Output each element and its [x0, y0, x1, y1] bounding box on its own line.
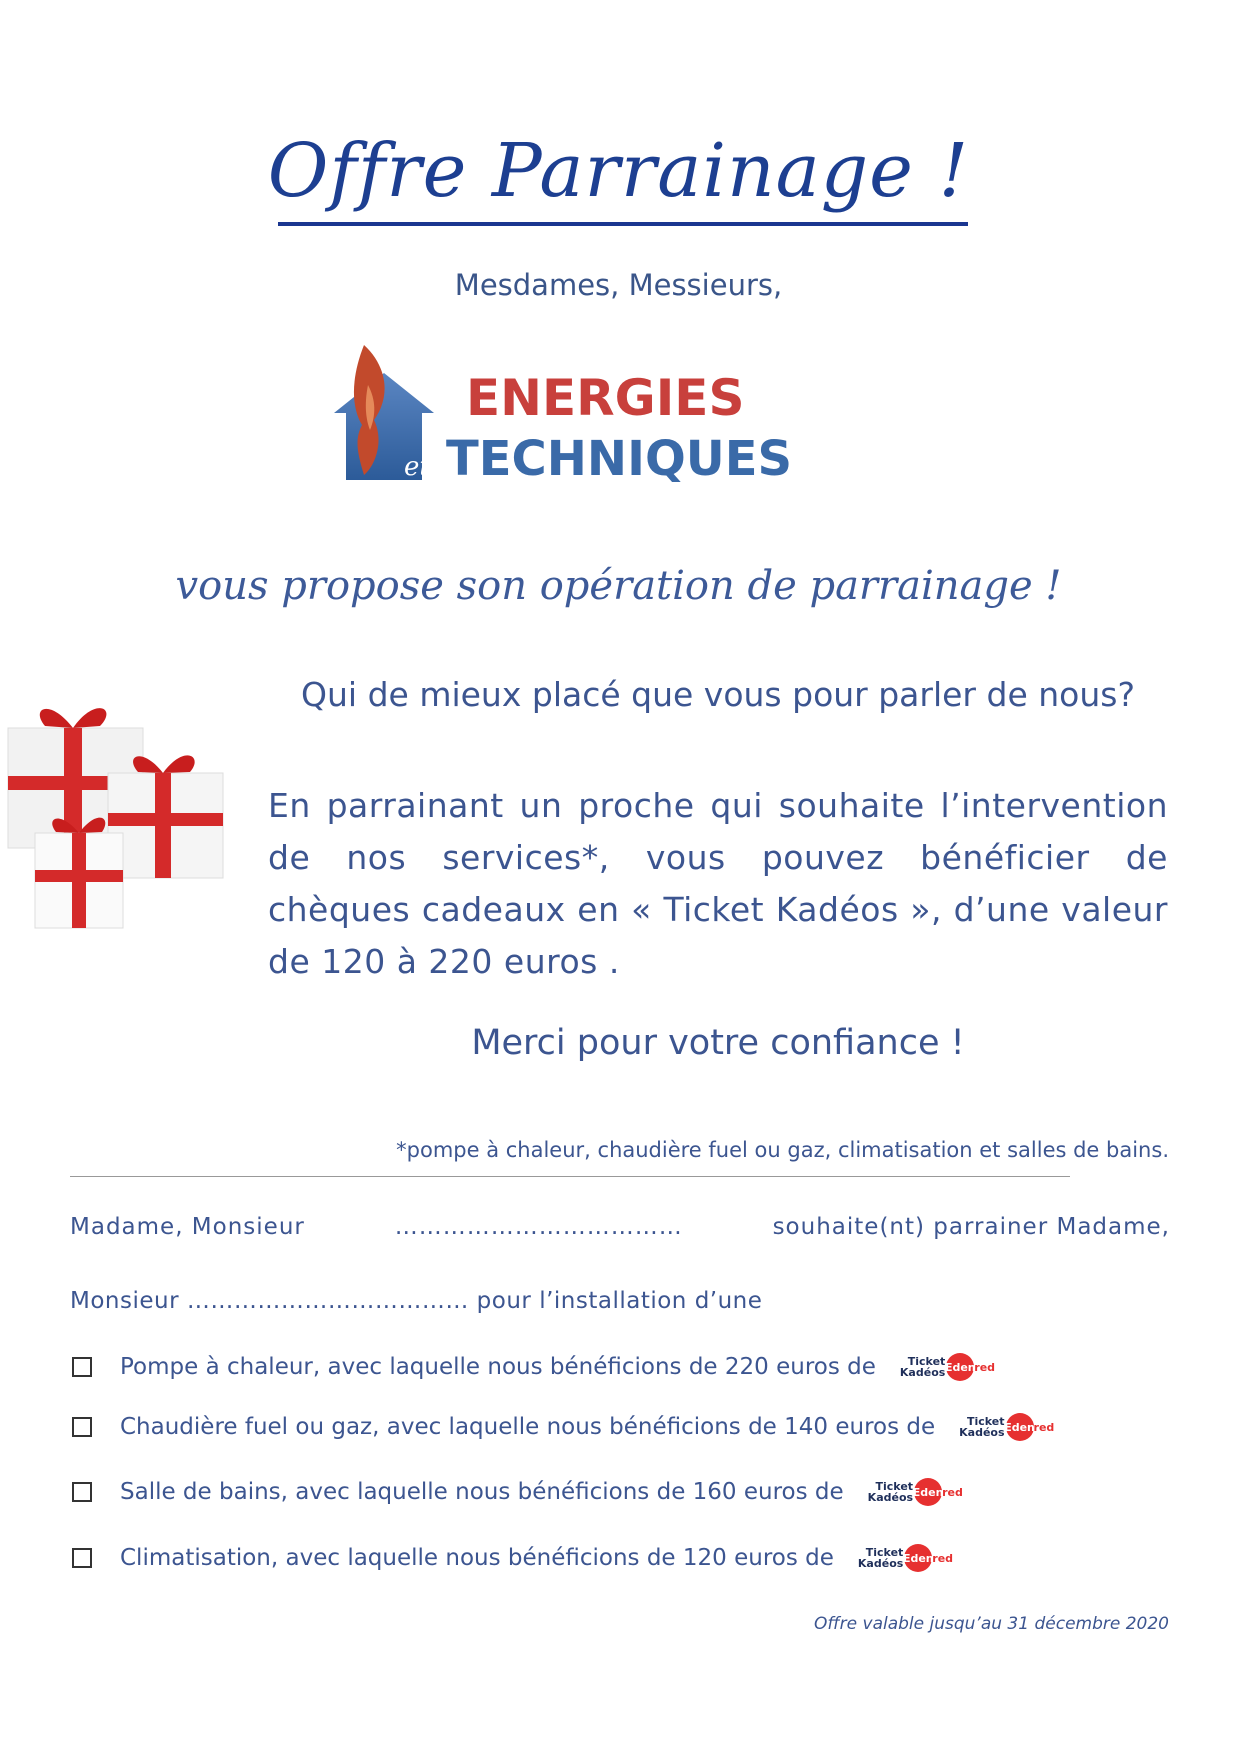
sponsor-name-field[interactable]: ……………………………… [394, 1214, 683, 1240]
tagline: vous propose son opération de parrainage ! [175, 563, 1062, 609]
ticket-kadeos-logo: Ticket Kadéos Eden red [857, 1546, 954, 1570]
checkbox-boiler[interactable] [72, 1417, 92, 1437]
thank-you-message: Merci pour votre confiance ! [471, 1023, 965, 1063]
option-label: Pompe à chaleur, avec laquelle nous bénéficions de 220 euros de [120, 1354, 876, 1380]
greeting: Mesdames, Messieurs, [454, 268, 783, 302]
logo-et: et [404, 452, 430, 482]
ticket-kadeos-logo: Ticket Kadéos Eden red [867, 1480, 963, 1504]
logo-techniques: TECHNIQUES [446, 431, 793, 487]
referral-form-line-1 [70, 1214, 1170, 1240]
company-logo [334, 345, 834, 495]
page-title: Offre Parrainage ! [267, 128, 970, 214]
checkbox-bathroom[interactable] [72, 1482, 92, 1502]
ticket-kadeos-logo: Ticket Kadéos Eden red [959, 1415, 1055, 1439]
option-label: Salle de bains, avec laquelle nous bénéficions de 160 euros de [120, 1479, 844, 1505]
separator-line [70, 1176, 1070, 1177]
footnote: *pompe à chaleur, chaudière fuel ou gaz, climatisation et salles de bains. [396, 1138, 1169, 1162]
option-boiler[interactable] [72, 1413, 1054, 1441]
option-air-conditioning[interactable] [72, 1544, 953, 1572]
option-label: Climatisation, avec laquelle nous bénéficions de 120 euros de [120, 1545, 834, 1571]
option-label: Chaudière fuel ou gaz, avec laquelle nous bénéficions de 140 euros de [120, 1414, 936, 1440]
checkbox-air-conditioning[interactable] [72, 1548, 92, 1568]
option-heat-pump[interactable] [72, 1353, 995, 1381]
checkbox-heat-pump[interactable] [72, 1357, 92, 1377]
title-underline [278, 222, 968, 226]
option-bathroom[interactable] [72, 1478, 963, 1506]
ticket-kadeos-logo: Ticket Kadéos Eden red [899, 1355, 996, 1379]
form-label-sponsor: Madame, Monsieur [70, 1214, 305, 1240]
gift-boxes-illustration [0, 688, 240, 948]
offer-validity: Offre valable jusqu’au 31 décembre 2020 [814, 1614, 1169, 1634]
offer-description: En parrainant un proche qui souhaite l’intervention de nos services*, vous pouvez bénéficier de chèques cadeaux en « Ticket Kadéos », d’une valeur de 120 à 220 euros . [268, 786, 1168, 981]
referral-form-line-2[interactable]: Monsieur ……………………………… pour l’installation d’une [70, 1288, 763, 1314]
logo-energies: ENERGIES [466, 369, 745, 427]
question-heading: Qui de mieux placé que vous pour parler de nous? [301, 675, 1135, 714]
form-label-referral: souhaite(nt) parrainer Madame, [772, 1214, 1170, 1240]
